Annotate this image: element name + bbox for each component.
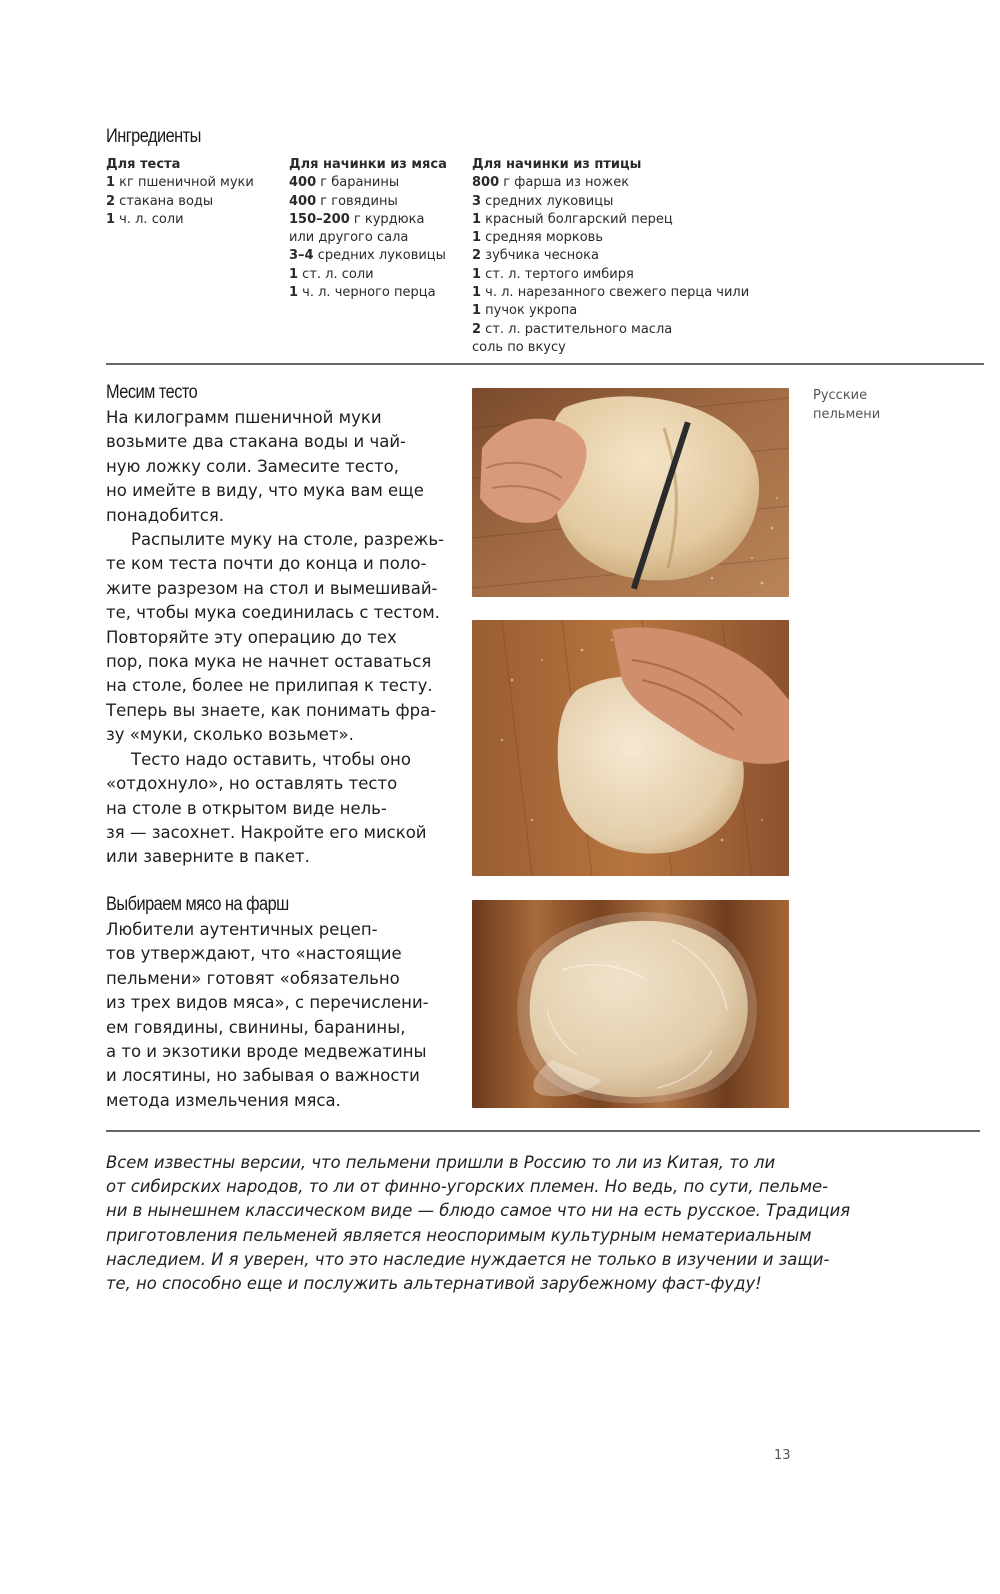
ingredient-item: 1 средняя морковь <box>472 230 603 246</box>
side-note-line: пельмени <box>813 407 881 422</box>
ingredient-item: 3–4 средних луковицы <box>289 248 446 264</box>
photo-kneading-dough-graphic <box>472 620 789 876</box>
side-note <box>813 386 880 424</box>
body-line: но имейте в виду, что мука вам еще <box>106 481 424 501</box>
body-line: из трех видов мяса», с перечислени- <box>106 993 429 1013</box>
ingredient-item: или другого сала <box>289 230 409 246</box>
section-divider-top <box>106 363 984 365</box>
section-body-meat <box>106 918 429 1113</box>
body-line: зя — засохнет. Накройте его миской <box>106 822 427 842</box>
body-line: на столе, более не прилипая к тесту. <box>106 676 433 696</box>
quote-line: ни в нынешнем классическом виде — блюдо самое что ни на есть русское. Традиция <box>106 1201 851 1221</box>
body-line: зу «муки, сколько возьмет». <box>106 725 354 745</box>
body-line: «отдохнуло», но оставлять тесто <box>106 774 398 794</box>
body-line: Любители аутентичных рецеп- <box>106 920 378 939</box>
section-divider-bottom <box>106 1130 980 1132</box>
ingredients-column-meat <box>289 156 447 302</box>
ingredient-item: 400 г говядины <box>289 193 398 209</box>
ingredient-item: 3 средних луковицы <box>472 193 614 209</box>
body-line: те ком теста почти до конца и поло- <box>106 554 427 574</box>
body-line: те, чтобы мука соединилась с тестом. <box>106 603 440 623</box>
ingredient-item: 150–200 г курдюка <box>289 211 425 227</box>
ingredient-item: соль по вкусу <box>472 339 566 355</box>
body-line: Теперь вы знаете, как понимать фра- <box>106 700 437 720</box>
section-body-knead <box>106 406 444 870</box>
photo-dough-in-bag <box>472 900 789 1108</box>
ingredients-column-header: Для начинки из птицы <box>472 157 642 172</box>
photo-cutting-dough-graphic <box>472 388 789 597</box>
ingredient-item: 1 ч. л. соли <box>106 211 184 227</box>
ingredient-item: 400 г баранины <box>289 175 400 191</box>
photo-kneading-dough <box>472 620 789 876</box>
body-line: ную ложку соли. Замесите тесто, <box>106 456 399 476</box>
ingredient-item: 2 ст. л. растительного масла <box>472 321 673 337</box>
photo-dough-in-bag-graphic <box>472 900 789 1108</box>
body-line: метода измельчения мяса. <box>106 1090 341 1110</box>
body-line: ем говядины, свинины, баранины, <box>106 1017 406 1037</box>
photo-cutting-dough <box>472 388 789 597</box>
ingredient-item: 1 ч. л. черного перца <box>289 285 436 301</box>
body-line: На килограмм пшеничной муки <box>106 408 382 427</box>
ingredient-item: 1 ст. л. тертого имбиря <box>472 266 634 282</box>
ingredient-item: 2 зубчика чеснока <box>472 248 599 264</box>
body-line: и лосятины, но забывая о важности <box>106 1066 420 1086</box>
ingredient-item: 1 ч. л. нарезанного свежего перца чили <box>472 285 750 301</box>
quote-line: Всем известны версии, что пельмени пришли в Россию то ли из Китая, то ли <box>106 1153 776 1172</box>
body-line: Тесто надо оставить, чтобы оно <box>131 749 411 769</box>
body-line: возьмите два стакана воды и чай- <box>106 432 407 452</box>
body-line: пор, пока мука не начнет оставаться <box>106 652 432 672</box>
quote-line: те, но способно еще и послужить альтернативой зарубежному фаст-фуду! <box>106 1274 762 1294</box>
body-line: на столе в открытом виде нель- <box>106 798 387 818</box>
ingredient-item: 1 красный болгарский перец <box>472 211 673 227</box>
body-line: жите разрезом на стол и вымешивай- <box>106 578 438 598</box>
body-line: тов утверждают, что «настоящие <box>106 944 402 964</box>
quote-line: наследием. И я уверен, что это наследие нуждается не только в изучении и защи- <box>106 1249 830 1269</box>
section-title-knead: Месим тесто <box>106 382 198 403</box>
body-line: а то и экзотики вроде медвежатины <box>106 1042 427 1062</box>
ingredient-item: 1 ст. л. соли <box>289 266 374 282</box>
ingredients-title: Ингредиенты <box>106 126 201 147</box>
ingredient-item: 2 стакана воды <box>106 193 214 209</box>
body-line: Распылите муку на столе, разрежь- <box>131 530 445 550</box>
ingredient-item: 1 кг пшеничной муки <box>106 175 254 191</box>
page-number: 13 <box>774 1448 791 1463</box>
ingredients-column-dough <box>106 156 254 229</box>
side-note-line: Русские <box>813 388 868 403</box>
ingredients-column-header: Для теста <box>106 157 181 172</box>
body-line: пельмени» готовят «обязательно <box>106 968 400 988</box>
quote-line: приготовления пельменей является неоспоримым культурным нематериальным <box>106 1225 812 1245</box>
body-line: или заверните в пакет. <box>106 847 310 867</box>
ingredients-column-header: Для начинки из мяса <box>289 157 447 172</box>
quote-line: от сибирских народов, то ли от финно-угорских племен. Но ведь, по сути, пельме- <box>106 1177 829 1197</box>
section-title-meat: Выбираем мясо на фарш <box>106 894 289 915</box>
ingredient-item: 800 г фарша из ножек <box>472 175 630 191</box>
body-line: понадобится. <box>106 505 225 525</box>
ingredients-column-poultry <box>472 156 749 357</box>
author-quote <box>106 1151 850 1296</box>
ingredient-item: 1 пучок укропа <box>472 303 578 319</box>
body-line: Повторяйте эту операцию до тех <box>106 627 397 647</box>
